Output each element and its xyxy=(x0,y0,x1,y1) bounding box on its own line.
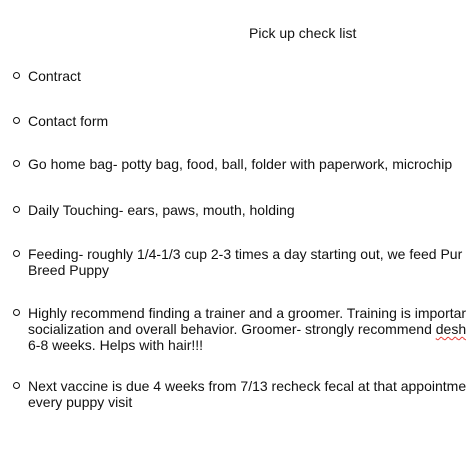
list-item-text: 6-8 weeks. Helps with hair!!! xyxy=(28,337,204,353)
list-item-contract xyxy=(28,68,452,84)
page-title: Pick up check list xyxy=(249,25,357,41)
list-item-text: Contract xyxy=(28,68,81,84)
list-item-text xyxy=(28,321,466,337)
bullet-icon xyxy=(13,382,20,389)
list-item-text: Feeding- roughly 1/4-1/3 cup 2-3 times a day starting out, we feed Pur xyxy=(28,246,463,262)
list-item-text: Breed Puppy xyxy=(28,262,109,278)
spellcheck-flagged-word[interactable]: desh xyxy=(435,321,466,337)
list-item-contact-form xyxy=(28,113,452,129)
list-item-daily-touching xyxy=(28,202,452,218)
bullet-icon xyxy=(13,72,20,79)
list-item-trainer-groomer xyxy=(28,305,466,353)
list-item-text: Go home bag- potty bag, food, ball, folder with paperwork, microchip xyxy=(28,156,453,172)
list-item-text: Daily Touching- ears, paws, mouth, holding xyxy=(28,202,295,218)
bullet-icon xyxy=(13,250,20,257)
bullet-icon xyxy=(13,206,20,213)
bullet-icon xyxy=(13,309,20,316)
list-item-text: Contact form xyxy=(28,113,109,129)
list-item-text-segment: socialization and overall behavior. Groomer- strongly recommend xyxy=(28,321,436,337)
bullet-icon xyxy=(13,160,20,167)
list-item-text: Next vaccine is due 4 weeks from 7/13 recheck fecal at that appointme xyxy=(28,378,466,394)
list-item-next-vaccine xyxy=(28,378,466,410)
list-item-go-home-bag xyxy=(28,156,452,172)
list-item-text: every puppy visit xyxy=(28,394,133,410)
list-item-feeding xyxy=(28,246,463,278)
bullet-icon xyxy=(13,117,20,124)
list-item-text: Highly recommend finding a trainer and a groomer. Training is importar xyxy=(28,305,466,321)
